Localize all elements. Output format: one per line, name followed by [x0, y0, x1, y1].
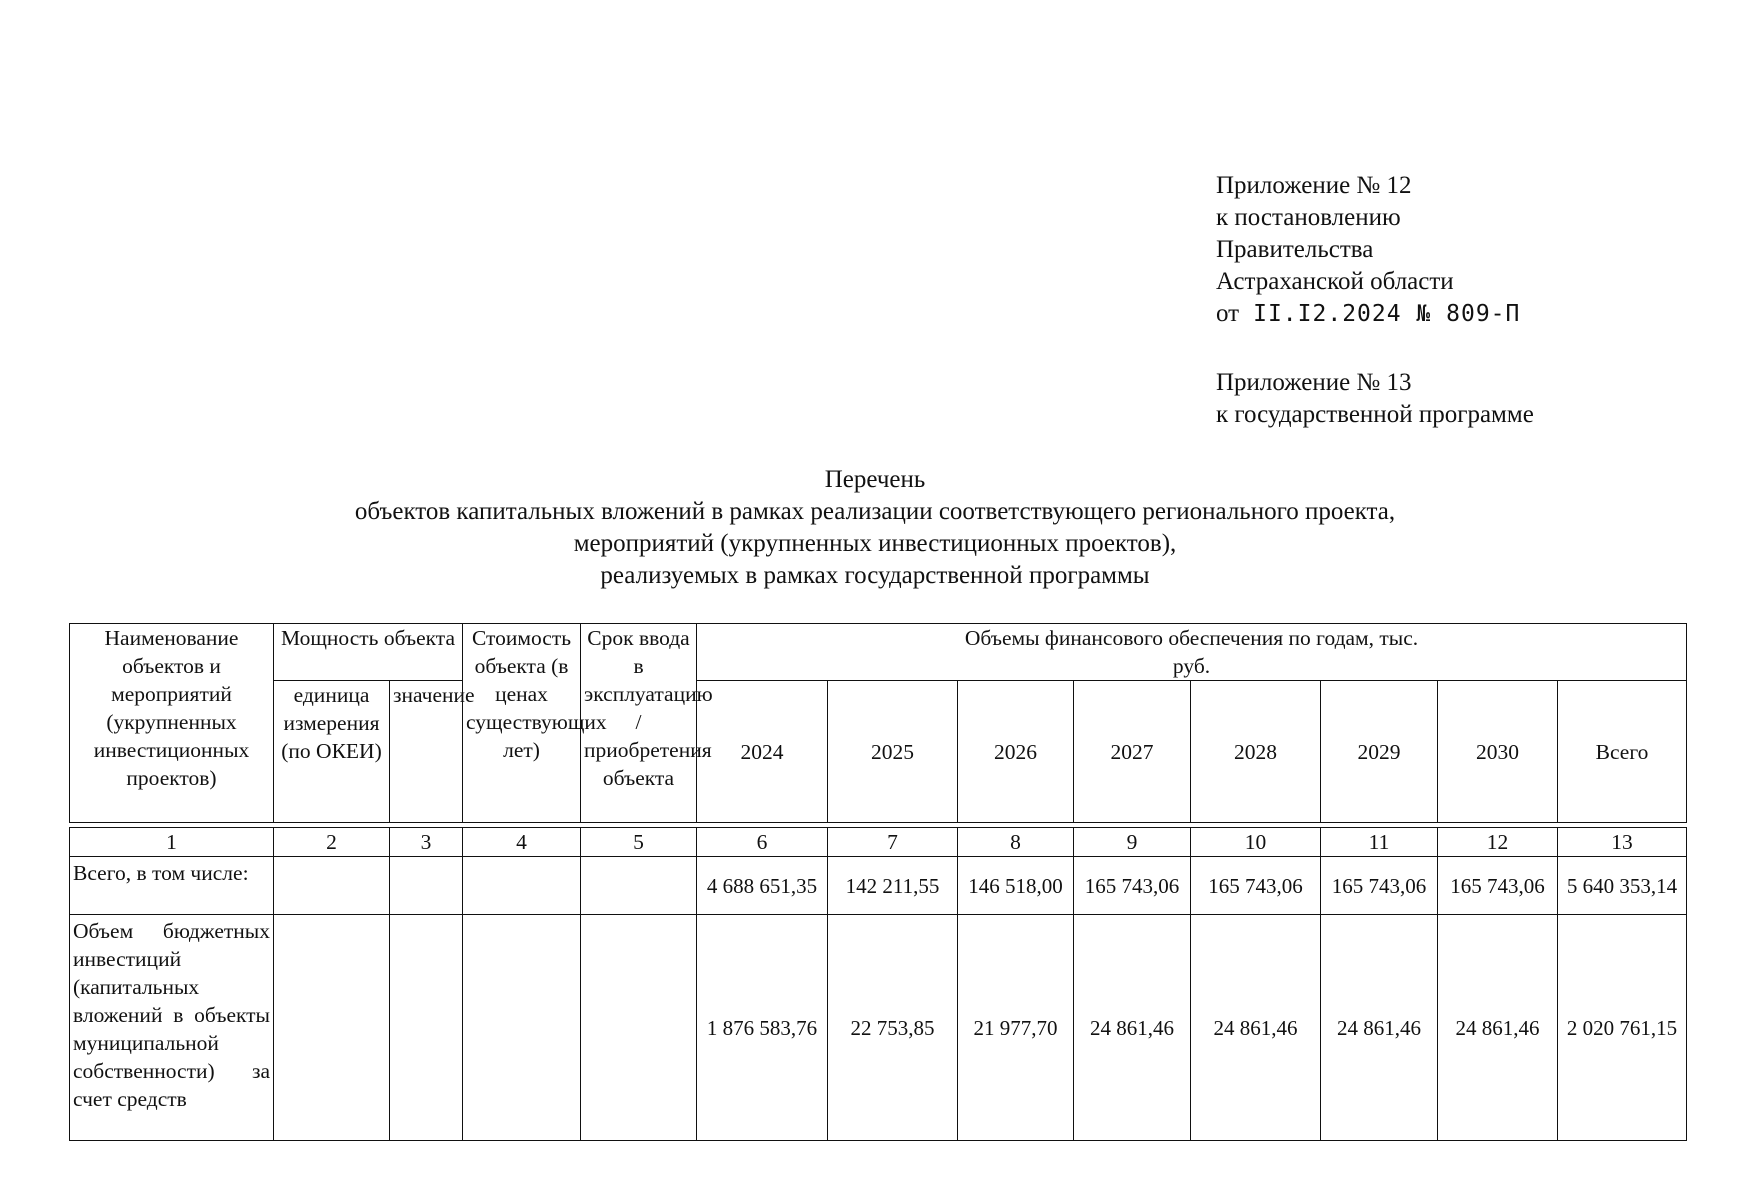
- col-num-9: 9: [1074, 828, 1191, 857]
- row-total-term: [581, 857, 697, 915]
- appendix-12-block: [1216, 170, 1520, 330]
- header-year-2026: 2026: [958, 681, 1074, 823]
- col-num-5: 5: [581, 828, 697, 857]
- appendix-13-line-1: Приложение № 13: [1216, 369, 1412, 396]
- col-num-6: 6: [697, 828, 828, 857]
- col-num-3: 3: [390, 828, 463, 857]
- capital-investment-table: [69, 623, 1687, 1141]
- row-total-unit: [274, 857, 390, 915]
- resolution-date-number: II.I2.2024 № 809-П: [1253, 301, 1521, 327]
- header-year-2028: 2028: [1191, 681, 1321, 823]
- row-budget-2030: 24 861,46: [1438, 915, 1558, 1141]
- row-budget-2026: 21 977,70: [958, 915, 1074, 1141]
- row-budget-2029: 24 861,46: [1321, 915, 1438, 1141]
- row-budget-2028: 24 861,46: [1191, 915, 1321, 1141]
- header-name: Наименование объектов и мероприятий (укрупненных инвестиционных проектов): [70, 624, 274, 823]
- row-total-2026: 146 518,00: [958, 857, 1074, 915]
- title-line-3: мероприятий (укрупненных инвестиционных проектов),: [573, 530, 1177, 557]
- header-year-2029: 2029: [1321, 681, 1438, 823]
- header-year-2024: 2024: [697, 681, 828, 823]
- column-number-row: [70, 828, 1687, 857]
- header-unit: единица измерения (по ОКЕИ): [274, 681, 390, 823]
- title-line-2: объектов капитальных вложений в рамках реализации соответствующего регионального проекта,: [354, 498, 1396, 525]
- row-total-2024: 4 688 651,35: [697, 857, 828, 915]
- document-title: [0, 464, 1750, 592]
- table-row: [70, 915, 1687, 1141]
- header-year-2027: 2027: [1074, 681, 1191, 823]
- row-budget-2025: 22 753,85: [828, 915, 958, 1141]
- row-budget-2024: 1 876 583,76: [697, 915, 828, 1141]
- appendix-12-line-4: Астраханской области: [1216, 268, 1454, 295]
- row-budget-unit: [274, 915, 390, 1141]
- row-total-2027: 165 743,06: [1074, 857, 1191, 915]
- col-num-10: 10: [1191, 828, 1321, 857]
- row-total-2028: 165 743,06: [1191, 857, 1321, 915]
- appendix-12-date-line: [1216, 298, 1520, 330]
- header-funding: Объемы финансового обеспечения по годам, тыс. руб.: [697, 624, 1687, 681]
- title-line-1: Перечень: [824, 466, 926, 493]
- row-total-2030: 165 743,06: [1438, 857, 1558, 915]
- row-total-cost: [463, 857, 581, 915]
- header-capacity: Мощность объекта: [274, 624, 463, 681]
- header-value: значение: [390, 681, 463, 823]
- row-budget-cost: [463, 915, 581, 1141]
- date-prefix: от: [1216, 300, 1240, 327]
- row-budget-name: Объем бюджетных инвестиций (капитальных вложений в объекты муниципальной собственности) за счет средств: [70, 915, 274, 1141]
- title-line-4: реализуемых в рамках государственной программы: [600, 562, 1150, 589]
- row-total-value: [390, 857, 463, 915]
- row-total-sum: 5 640 353,14: [1558, 857, 1687, 915]
- header-term: Срок ввода в эксплуатацию / приобретения объекта: [581, 624, 697, 823]
- appendix-12-line-1: Приложение № 12: [1216, 172, 1412, 199]
- appendix-12-line-3: Правительства: [1216, 236, 1374, 263]
- appendix-13-block: [1216, 367, 1534, 431]
- row-total-2025: 142 211,55: [828, 857, 958, 915]
- header-total: Всего: [1558, 681, 1687, 823]
- header-year-2025: 2025: [828, 681, 958, 823]
- appendix-13-line-2: к государственной программе: [1216, 401, 1534, 428]
- header-year-2030: 2030: [1438, 681, 1558, 823]
- row-budget-term: [581, 915, 697, 1141]
- row-budget-2027: 24 861,46: [1074, 915, 1191, 1141]
- col-num-2: 2: [274, 828, 390, 857]
- row-budget-value: [390, 915, 463, 1141]
- col-num-12: 12: [1438, 828, 1558, 857]
- row-budget-sum: 2 020 761,15: [1558, 915, 1687, 1141]
- table-row: [70, 857, 1687, 915]
- col-num-11: 11: [1321, 828, 1438, 857]
- row-total-2029: 165 743,06: [1321, 857, 1438, 915]
- appendix-12-line-2: к постановлению: [1216, 204, 1401, 231]
- col-num-7: 7: [828, 828, 958, 857]
- row-total-name: Всего, в том числе:: [70, 857, 274, 915]
- col-num-1: 1: [70, 828, 274, 857]
- col-num-4: 4: [463, 828, 581, 857]
- header-cost: Стоимость объекта (в ценах существующих лет): [463, 624, 581, 823]
- col-num-8: 8: [958, 828, 1074, 857]
- col-num-13: 13: [1558, 828, 1687, 857]
